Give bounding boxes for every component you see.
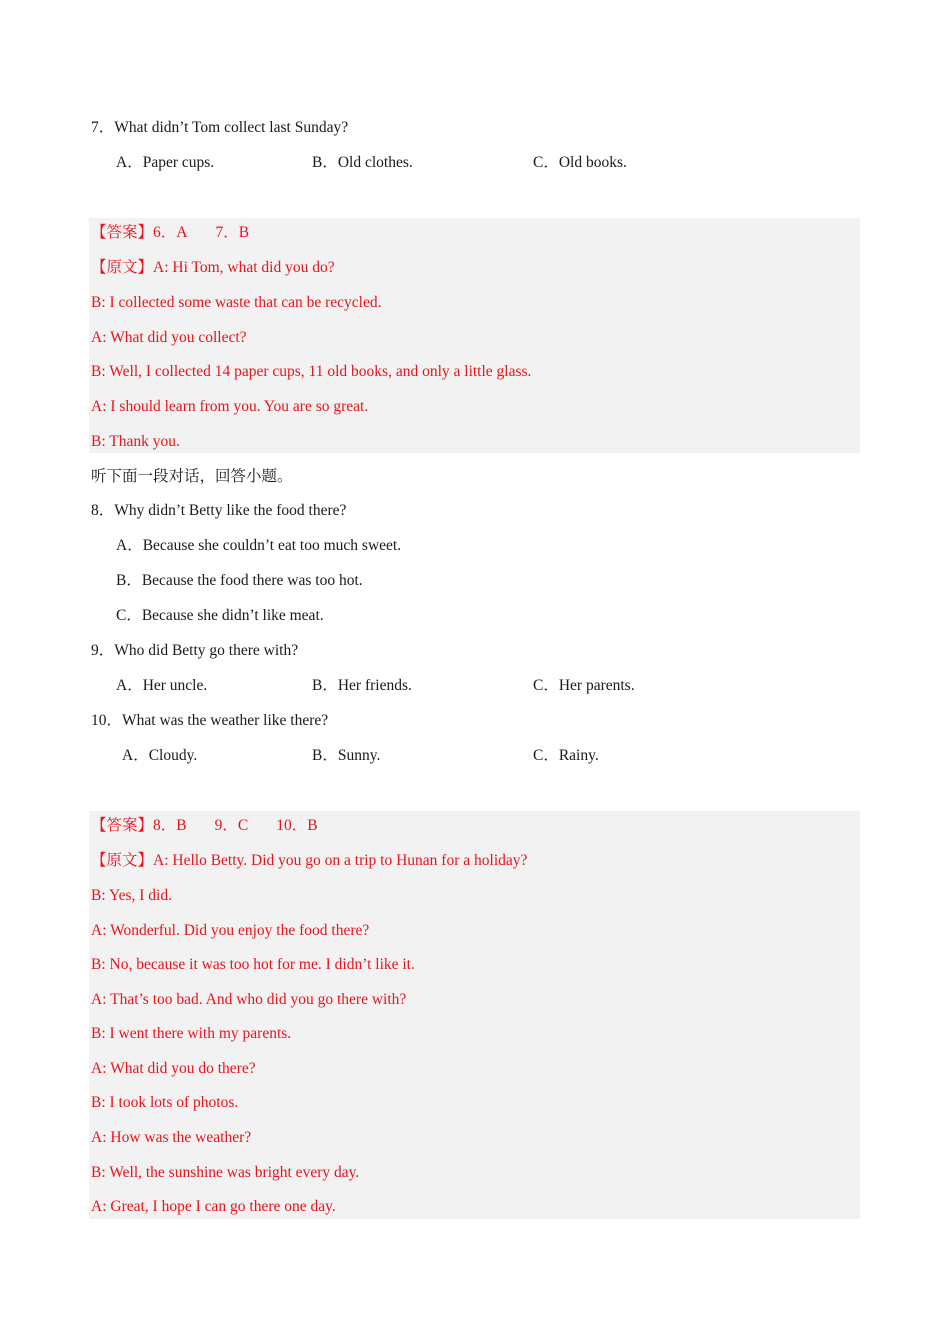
question-9 — [91, 641, 298, 661]
transcript-line: A: Wonderful. Did you enjoy the food there? — [91, 922, 370, 939]
transcript-tag: 【原文】 — [91, 259, 154, 276]
transcript-line: 【原文】A: Hi Tom, what did you do? — [91, 259, 335, 276]
answer-item: 8．B — [153, 817, 187, 834]
transcript-line: B: Thank you. — [91, 433, 180, 450]
transcript-line: A: Great, I hope I can go there one day. — [91, 1198, 336, 1215]
option-c: C．Old books. — [533, 154, 627, 171]
section-instruction: 听下面一段对话，回答小题。 — [91, 468, 293, 485]
option-a: A．Because she couldn’t eat too much sweet. — [116, 537, 402, 554]
transcript-line: B: I collected some waste that can be recycled. — [91, 294, 382, 311]
transcript-line: A: What did you collect? — [91, 329, 247, 346]
question-text: Who did Betty go there with? — [114, 642, 299, 659]
option-b: B．Because the food there was too hot. — [116, 572, 363, 589]
option-c: C．Because she didn’t like meat. — [116, 607, 324, 624]
option-a: A．Paper cups. — [116, 154, 215, 171]
answer-line — [91, 223, 249, 243]
question-number: 9． — [91, 642, 115, 659]
option-b: B．Old clothes. — [312, 154, 413, 171]
transcript-line: B: I took lots of photos. — [91, 1094, 239, 1111]
question-number: 10． — [91, 712, 123, 729]
answer-item: 9．C — [214, 817, 249, 834]
answer-item: 6．A — [153, 224, 188, 241]
answer-tag: 【答案】 — [91, 817, 154, 834]
question-text: What was the weather like there? — [122, 712, 329, 729]
option-b: B．Her friends. — [312, 677, 412, 694]
answer-line — [91, 816, 318, 836]
transcript-line: B: Well, the sunshine was bright every day. — [91, 1164, 360, 1181]
transcript-line: B: No, because it was too hot for me. I didn’t like it. — [91, 956, 415, 973]
transcript-line: B: Well, I collected 14 paper cups, 11 old books, and only a little glass. — [91, 363, 532, 380]
option-c: C．Rainy. — [533, 747, 599, 764]
option-a: A．Cloudy. — [122, 747, 198, 764]
option-c: C．Her parents. — [533, 677, 635, 694]
transcript-line: A: How was the weather? — [91, 1129, 252, 1146]
option-a: A．Her uncle. — [116, 677, 208, 694]
transcript-line: A: I should learn from you. You are so great. — [91, 398, 369, 415]
answer-item: 10．B — [276, 817, 318, 834]
question-8 — [91, 501, 346, 521]
transcript-tag: 【原文】 — [91, 852, 154, 869]
question-text: What didn’t Tom collect last Sunday? — [114, 119, 349, 136]
question-10 — [91, 711, 328, 731]
transcript-line: 【原文】A: Hello Betty. Did you go on a trip to Hunan for a holiday? — [91, 852, 528, 869]
transcript-line: A: What did you do there? — [91, 1060, 256, 1077]
transcript-line: B: Yes, I did. — [91, 887, 172, 904]
transcript-line: B: I went there with my parents. — [91, 1025, 292, 1042]
question-7 — [91, 118, 348, 138]
question-number: 8． — [91, 502, 115, 519]
question-text: Why didn’t Betty like the food there? — [114, 502, 347, 519]
answer-item: 7．B — [215, 224, 250, 241]
question-number: 7． — [91, 119, 115, 136]
transcript-line: A: That’s too bad. And who did you go there with? — [91, 991, 407, 1008]
answer-tag: 【答案】 — [91, 224, 154, 241]
answer-box-2 — [89, 811, 860, 1219]
option-b: B．Sunny. — [312, 747, 381, 764]
